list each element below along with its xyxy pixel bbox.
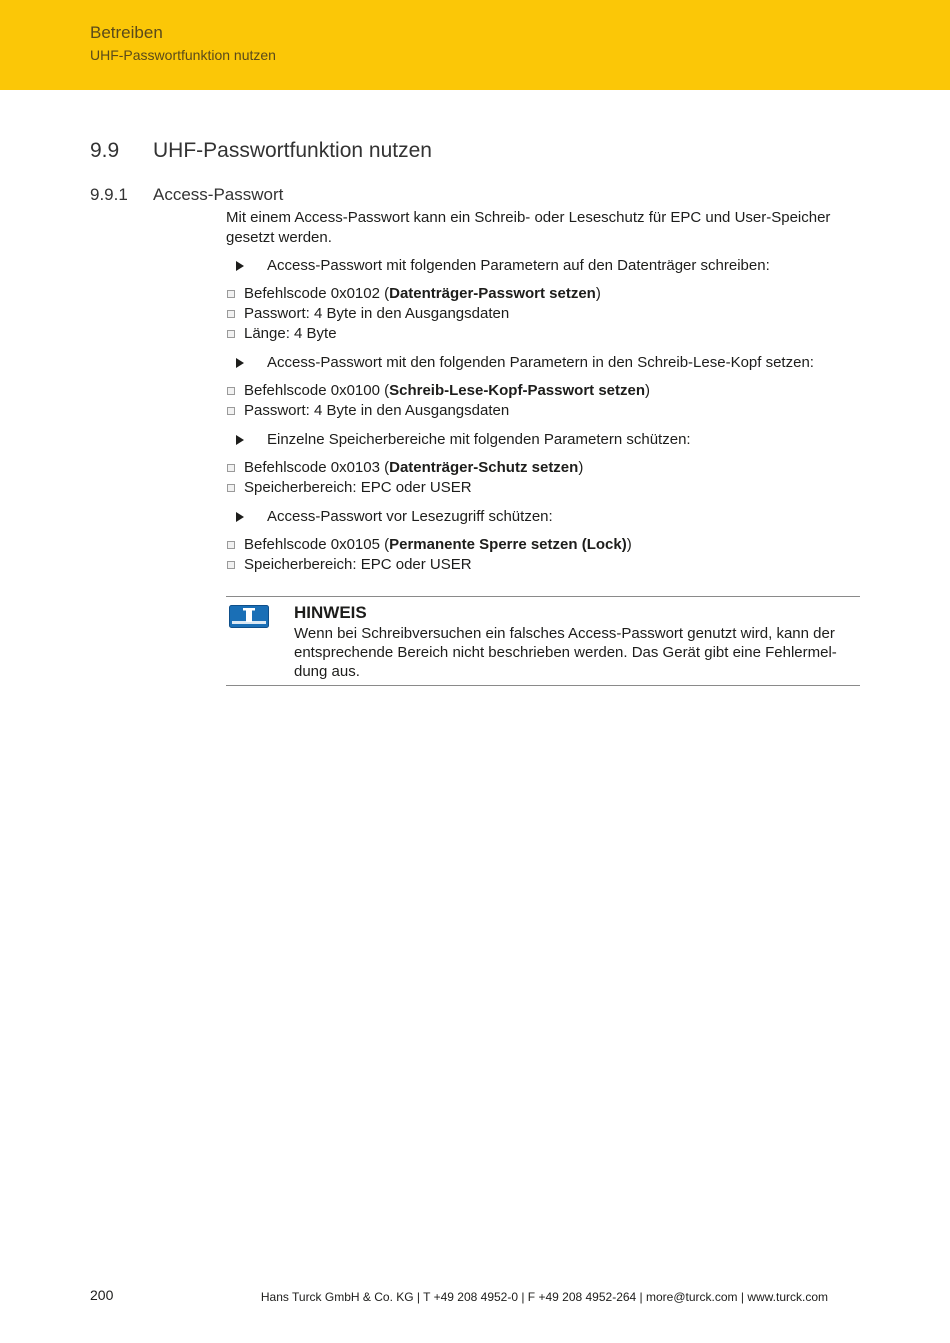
arrow-right-icon [236, 512, 244, 522]
footer-contact: Hans Turck GmbH & Co. KG | T +49 208 4952-0 | F +49 208 4952-264 | more@turck.com | www.turck.com [260, 1290, 828, 1304]
square-bullet-icon [227, 290, 235, 298]
notice-box [226, 596, 860, 686]
parameter-list [226, 535, 860, 575]
square-bullet-icon [227, 330, 235, 338]
info-book-icon [229, 605, 269, 628]
square-bullet-icon [227, 541, 235, 549]
square-bullet-icon [227, 387, 235, 395]
list-item: Speicherbereich: EPC oder USER [226, 478, 860, 498]
section-title: UHF-Passwortfunktion nutzen [153, 139, 432, 162]
list-item: Speicherbereich: EPC oder USER [226, 555, 860, 575]
square-bullet-icon [227, 484, 235, 492]
step-3 [226, 430, 860, 450]
list-item: Länge: 4 Byte [226, 324, 860, 344]
step-text: Access-Passwort vor Lesezugriff schützen: [267, 508, 553, 525]
list-item: Passwort: 4 Byte in den Ausgangsdaten [226, 401, 860, 421]
subsection-title: Access-Passwort [153, 185, 284, 204]
step-text: Einzelne Speicherbereiche mit folgenden Parametern schützen: [267, 431, 691, 448]
list-item: Befehlscode 0x0102 (Datenträger-Passwort setzen) [226, 284, 860, 304]
list-item: Passwort: 4 Byte in den Ausgangsdaten [226, 304, 860, 324]
section-number: 9.9 [90, 139, 120, 162]
page-header [0, 0, 950, 90]
parameter-list [226, 284, 860, 344]
list-item: Befehlscode 0x0100 (Schreib-Lese-Kopf-Passwort setzen) [226, 381, 860, 401]
step-text: Access-Passwort mit den folgenden Parametern in den Schreib-Lese-Kopf setzen: [267, 354, 814, 371]
square-bullet-icon [227, 407, 235, 415]
header-subchapter: UHF-Passwortfunktion nutzen [90, 47, 276, 63]
parameter-list [226, 458, 860, 498]
subsection-number: 9.9.1 [90, 185, 128, 204]
list-item: Befehlscode 0x0105 (Permanente Sperre setzen (Lock)) [226, 535, 860, 555]
header-chapter: Betreiben [90, 23, 163, 42]
arrow-right-icon [236, 261, 244, 271]
intro-paragraph: Mit einem Access-Passwort kann ein Schreib- oder Leseschutz für EPC und User-Speicher gesetzt werden. [226, 209, 831, 246]
notice-title: HINWEIS [294, 603, 367, 622]
main-content [226, 208, 860, 584]
step-2 [226, 353, 860, 373]
arrow-right-icon [236, 358, 244, 368]
section-heading [90, 139, 432, 163]
square-bullet-icon [227, 464, 235, 472]
step-4 [226, 507, 860, 527]
square-bullet-icon [227, 561, 235, 569]
page-number: 200 [90, 1287, 114, 1303]
step-1 [226, 256, 860, 276]
notice-text: Wenn bei Schreibversuchen ein falsches Access-Passwort genutzt wird, kann der entsprechende Bereich nicht beschrieben werden. Das Gerät gibt eine Fehlermel-dung aus. [294, 625, 837, 680]
list-item: Befehlscode 0x0103 (Datenträger-Schutz setzen) [226, 458, 860, 478]
arrow-right-icon [236, 435, 244, 445]
parameter-list [226, 381, 860, 421]
step-text: Access-Passwort mit folgenden Parametern auf den Datenträger schreiben: [267, 257, 770, 274]
subsection-heading [90, 185, 283, 205]
square-bullet-icon [227, 310, 235, 318]
